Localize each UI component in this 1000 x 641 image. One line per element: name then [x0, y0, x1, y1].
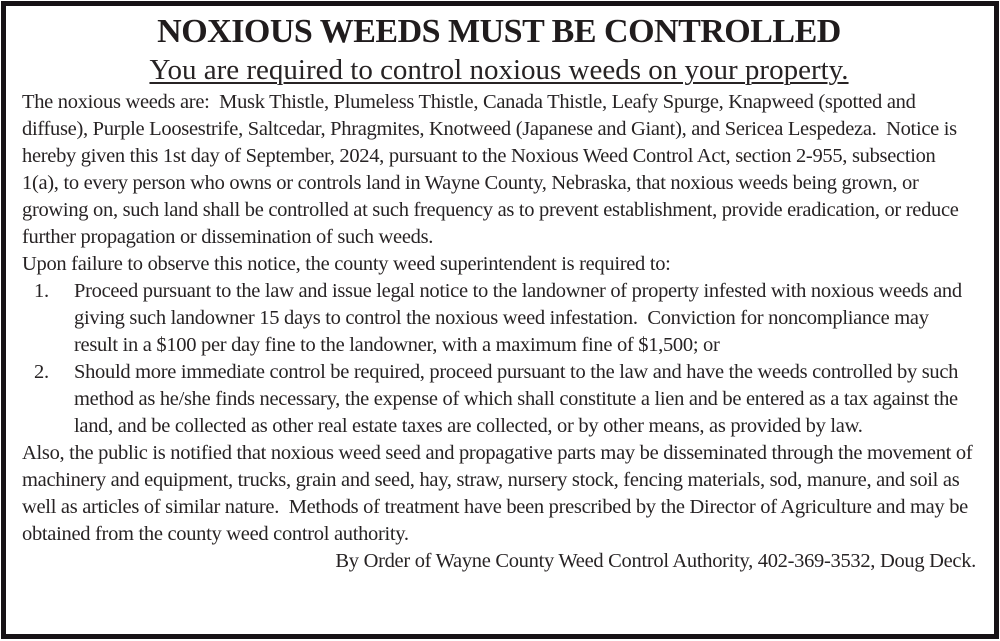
- paragraph-dissemination: Also, the public is notified that noxious weed seed and propagative parts may be disseminated through the movement of machinery and equipment, trucks, grain and seed, hay, straw, nursery stock, fencing materials, sod, manure, and soil as well as articles of similar nature. Methods of treatment have been prescribed by the Director of Agriculture and may be obtained from the county weed control authority.: [22, 442, 978, 545]
- list-item-1: [22, 278, 976, 359]
- notice-body: [22, 89, 976, 575]
- legal-notice-box: [1, 1, 999, 639]
- closing-by-order-line: By Order of Wayne County Weed Control Authority, 402-369-3532, Doug Deck.: [335, 550, 976, 572]
- list-item-1-text: Proceed pursuant to the law and issue legal notice to the landowner of property infested with noxious weeds and giving such landowner 15 days to control the noxious weed infestation. Conviction for noncompliance may result in a $100 per day fine to the landowner, with a maximum fine of $1,500; or: [74, 280, 967, 356]
- notice-title: NOXIOUS WEEDS MUST BE CONTROLLED: [157, 13, 841, 50]
- list-item-1-number: 1.: [34, 280, 49, 302]
- list-item-2: [22, 359, 976, 440]
- notice-subtitle: You are required to control noxious weeds on your property.: [149, 54, 849, 86]
- paragraph-failure-intro: Upon failure to observe this notice, the county weed superintendent is required to:: [22, 253, 671, 275]
- paragraph-weeds-list: The noxious weeds are: Musk Thistle, Plumeless Thistle, Canada Thistle, Leafy Spurge, Knapweed (spotted and diffuse), Purple Loosestrife, Saltcedar, Phragmites, Knotweed (Japanese and Giant), and Sericea Lespedeza. Notice is hereby given this 1st day of September, 2024, pursuant to the Noxious Weed Control Act, section 2-955, subsection 1(a), to every person who owns or controls land in Wayne County, Nebraska, that noxious weeds being grown, or growing on, such land shall be controlled at such frequency as to prevent establishment, provide eradication, or reduce further propagation or dissemination of such weeds.: [22, 91, 964, 248]
- list-item-2-text: Should more immediate control be required, proceed pursuant to the law and have the weeds controlled by such method as he/she finds necessary, the expense of which shall constitute a lien and be entered as a tax against the land, and be collected as other real estate taxes are collected, or by other means, as provided by law.: [74, 361, 963, 437]
- list-item-2-number: 2.: [34, 361, 49, 383]
